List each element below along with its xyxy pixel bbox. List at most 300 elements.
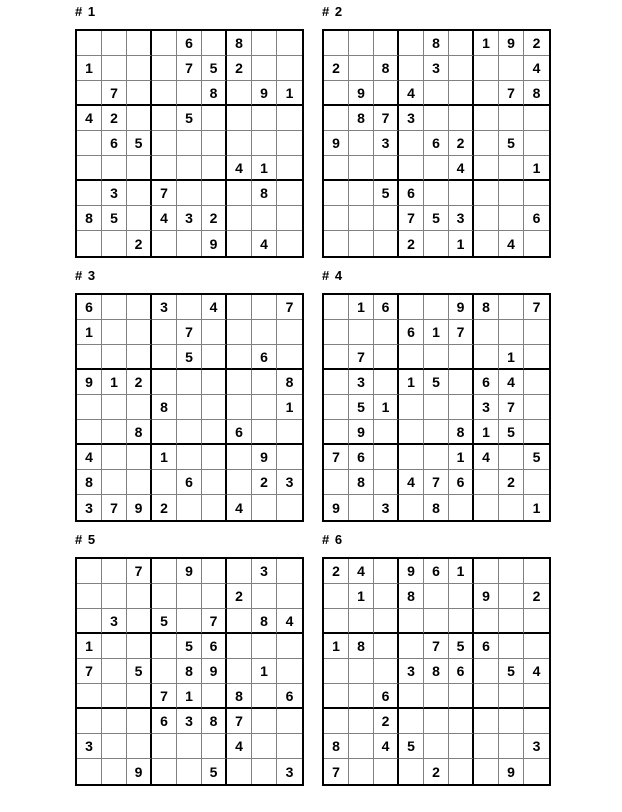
sudoku-cell: 4 <box>152 206 177 231</box>
sudoku-cell <box>127 31 152 56</box>
sudoku-cell <box>474 709 499 734</box>
sudoku-cell <box>474 684 499 709</box>
puzzle-2-label: # 2 <box>322 4 344 19</box>
sudoku-cell <box>399 345 424 370</box>
sudoku-cell <box>277 206 302 231</box>
sudoku-cell <box>324 295 349 320</box>
puzzle-2 <box>322 4 547 258</box>
sudoku-cell <box>474 659 499 684</box>
sudoku-cell: 2 <box>227 56 252 81</box>
sudoku-cell <box>499 609 524 634</box>
puzzle-5 <box>75 532 300 786</box>
sudoku-cell: 2 <box>127 231 152 256</box>
sudoku-cell <box>524 320 549 345</box>
sudoku-cell <box>127 445 152 470</box>
sudoku-cell <box>202 131 227 156</box>
sudoku-cell <box>349 206 374 231</box>
sudoku-cell: 5 <box>349 395 374 420</box>
sudoku-cell <box>399 31 424 56</box>
sudoku-cell: 1 <box>499 345 524 370</box>
sudoku-cell: 6 <box>177 470 202 495</box>
sudoku-cell <box>127 206 152 231</box>
sudoku-cell <box>374 420 399 445</box>
sudoku-cell <box>177 131 202 156</box>
sudoku-cell: 1 <box>449 231 474 256</box>
sudoku-cell <box>399 295 424 320</box>
sudoku-cell: 1 <box>399 370 424 395</box>
sudoku-cell <box>374 81 399 106</box>
sudoku-cell <box>77 559 102 584</box>
sudoku-cell <box>127 181 152 206</box>
sudoku-cell: 5 <box>177 634 202 659</box>
sudoku-cell <box>474 734 499 759</box>
sudoku-cell <box>474 345 499 370</box>
sudoku-cell <box>524 634 549 659</box>
sudoku-cell <box>277 709 302 734</box>
sudoku-cell <box>127 156 152 181</box>
sudoku-cell <box>102 684 127 709</box>
sudoku-cell <box>227 609 252 634</box>
sudoku-cell <box>424 609 449 634</box>
sudoku-cell <box>77 81 102 106</box>
sudoku-cell <box>324 659 349 684</box>
sudoku-cell: 8 <box>252 181 277 206</box>
sudoku-cell <box>399 684 424 709</box>
sudoku-cell <box>449 81 474 106</box>
sudoku-cell <box>277 420 302 445</box>
sudoku-cell: 2 <box>102 106 127 131</box>
sudoku-cell <box>127 609 152 634</box>
sudoku-cell: 2 <box>252 470 277 495</box>
sudoku-cell <box>499 445 524 470</box>
sudoku-cell: 1 <box>474 420 499 445</box>
sudoku-cell <box>252 320 277 345</box>
sudoku-cell: 5 <box>177 106 202 131</box>
sudoku-cell <box>424 709 449 734</box>
sudoku-cell: 8 <box>252 609 277 634</box>
sudoku-cell <box>252 106 277 131</box>
sudoku-cell: 3 <box>399 659 424 684</box>
sudoku-cell: 7 <box>152 181 177 206</box>
sudoku-cell: 1 <box>474 31 499 56</box>
sudoku-cell <box>524 470 549 495</box>
sudoku-cell: 9 <box>324 131 349 156</box>
sudoku-cell: 4 <box>77 445 102 470</box>
sudoku-cell <box>524 684 549 709</box>
sudoku-cell <box>127 470 152 495</box>
puzzle-1 <box>75 4 300 258</box>
sudoku-cell <box>399 634 424 659</box>
sudoku-cell: 1 <box>424 320 449 345</box>
sudoku-cell <box>524 231 549 256</box>
sudoku-cell <box>474 56 499 81</box>
sudoku-cell: 5 <box>127 659 152 684</box>
sudoku-cell: 9 <box>449 295 474 320</box>
sudoku-cell: 5 <box>202 759 227 784</box>
sudoku-cell: 5 <box>399 734 424 759</box>
sudoku-cell: 4 <box>524 659 549 684</box>
sudoku-cell <box>77 345 102 370</box>
sudoku-cell <box>77 709 102 734</box>
sudoku-cell <box>399 56 424 81</box>
sudoku-cell <box>499 106 524 131</box>
sudoku-cell: 7 <box>202 609 227 634</box>
sudoku-cell: 9 <box>499 31 524 56</box>
sudoku-cell <box>202 106 227 131</box>
sudoku-cell: 1 <box>252 659 277 684</box>
sudoku-cell <box>227 320 252 345</box>
sudoku-cell: 5 <box>202 56 227 81</box>
sudoku-cell <box>227 181 252 206</box>
sudoku-cell: 5 <box>424 206 449 231</box>
sudoku-cell <box>374 584 399 609</box>
sudoku-cell <box>399 445 424 470</box>
sudoku-cell: 1 <box>449 559 474 584</box>
sudoku-cell: 7 <box>349 345 374 370</box>
sudoku-cell: 7 <box>424 470 449 495</box>
sudoku-cell: 8 <box>77 206 102 231</box>
sudoku-cell <box>449 345 474 370</box>
sudoku-cell: 9 <box>252 81 277 106</box>
sudoku-cell <box>449 495 474 520</box>
sudoku-cell: 3 <box>349 370 374 395</box>
sudoku-cell <box>474 206 499 231</box>
sudoku-cell: 4 <box>202 295 227 320</box>
sudoku-cell <box>252 370 277 395</box>
sudoku-cell: 8 <box>227 684 252 709</box>
sudoku-cell <box>227 206 252 231</box>
sudoku-cell: 3 <box>77 734 102 759</box>
sudoku-cell: 2 <box>524 584 549 609</box>
sudoku-cell: 8 <box>227 31 252 56</box>
sudoku-cell: 6 <box>474 370 499 395</box>
sudoku-cell <box>77 584 102 609</box>
sudoku-cell <box>424 181 449 206</box>
sudoku-cell <box>252 206 277 231</box>
sudoku-cell <box>374 609 399 634</box>
sudoku-cell <box>102 345 127 370</box>
sudoku-cell <box>499 181 524 206</box>
sudoku-cell <box>152 345 177 370</box>
sudoku-cell <box>474 181 499 206</box>
sudoku-cell: 8 <box>449 420 474 445</box>
sudoku-cell <box>252 734 277 759</box>
sudoku-cell <box>524 759 549 784</box>
sudoku-cell <box>374 759 399 784</box>
sudoku-cell <box>324 470 349 495</box>
sudoku-cell <box>177 370 202 395</box>
sudoku-cell: 2 <box>449 131 474 156</box>
sudoku-cell <box>474 81 499 106</box>
sudoku-cell: 3 <box>374 495 399 520</box>
sudoku-cell: 1 <box>252 156 277 181</box>
sudoku-cell <box>177 584 202 609</box>
sudoku-cell: 5 <box>449 634 474 659</box>
sudoku-cell <box>324 370 349 395</box>
sudoku-cell: 7 <box>499 395 524 420</box>
sudoku-cell: 8 <box>177 659 202 684</box>
sudoku-cell: 1 <box>449 445 474 470</box>
sudoku-cell <box>127 709 152 734</box>
sudoku-cell: 2 <box>499 470 524 495</box>
sudoku-cell <box>474 609 499 634</box>
sudoku-cell <box>127 395 152 420</box>
sudoku-cell: 9 <box>252 445 277 470</box>
sudoku-cell: 2 <box>127 370 152 395</box>
sudoku-cell <box>77 609 102 634</box>
sudoku-cell: 8 <box>277 370 302 395</box>
sudoku-cell <box>349 56 374 81</box>
sudoku-cell <box>349 131 374 156</box>
sudoku-cell <box>202 559 227 584</box>
puzzle-4 <box>322 268 547 522</box>
sudoku-cell <box>499 734 524 759</box>
sudoku-cell <box>77 420 102 445</box>
sudoku-cell <box>177 609 202 634</box>
sudoku-cell: 4 <box>474 445 499 470</box>
puzzle-5-board <box>75 557 304 786</box>
sudoku-cell <box>152 106 177 131</box>
sudoku-cell <box>349 709 374 734</box>
sudoku-cell <box>252 295 277 320</box>
sudoku-cell: 2 <box>202 206 227 231</box>
sudoku-cell: 5 <box>499 420 524 445</box>
sudoku-cell <box>102 659 127 684</box>
sudoku-cell <box>127 81 152 106</box>
sudoku-cell <box>324 709 349 734</box>
sudoku-cell: 3 <box>374 131 399 156</box>
sudoku-cell <box>424 295 449 320</box>
sudoku-cell <box>349 495 374 520</box>
sudoku-cell <box>324 420 349 445</box>
puzzle-6 <box>322 532 547 786</box>
sudoku-cell: 5 <box>177 345 202 370</box>
sudoku-cell: 3 <box>277 470 302 495</box>
sudoku-cell <box>374 370 399 395</box>
sudoku-cell <box>449 759 474 784</box>
sudoku-cell <box>277 734 302 759</box>
sudoku-cell <box>102 734 127 759</box>
sudoku-cell: 8 <box>202 81 227 106</box>
sudoku-cell: 8 <box>349 106 374 131</box>
sudoku-cell: 9 <box>127 759 152 784</box>
sudoku-cell: 5 <box>499 131 524 156</box>
sudoku-cell: 8 <box>399 584 424 609</box>
sudoku-cell <box>177 445 202 470</box>
sudoku-cell <box>102 709 127 734</box>
sudoku-cell <box>449 609 474 634</box>
sudoku-cell <box>227 231 252 256</box>
sudoku-cell <box>177 231 202 256</box>
sudoku-cell <box>399 156 424 181</box>
sudoku-cell <box>474 495 499 520</box>
sudoku-cell: 7 <box>324 759 349 784</box>
sudoku-cell <box>499 709 524 734</box>
sudoku-cell: 1 <box>152 445 177 470</box>
sudoku-cell <box>227 659 252 684</box>
sudoku-cell <box>77 31 102 56</box>
sudoku-cell <box>324 181 349 206</box>
sudoku-cell: 7 <box>77 659 102 684</box>
puzzle-1-label: # 1 <box>75 4 97 19</box>
sudoku-cell: 1 <box>277 395 302 420</box>
sudoku-cell <box>424 734 449 759</box>
sudoku-cell: 4 <box>77 106 102 131</box>
sudoku-cell <box>152 420 177 445</box>
sudoku-cell <box>202 420 227 445</box>
sudoku-cell <box>252 495 277 520</box>
sudoku-cell <box>324 684 349 709</box>
sudoku-cell <box>424 445 449 470</box>
sudoku-cell: 9 <box>474 584 499 609</box>
sudoku-cell <box>202 181 227 206</box>
sudoku-cell <box>127 295 152 320</box>
sudoku-cell <box>252 395 277 420</box>
sudoku-cell <box>152 734 177 759</box>
sudoku-cell: 7 <box>227 709 252 734</box>
sudoku-cell: 3 <box>152 295 177 320</box>
sudoku-cell <box>202 470 227 495</box>
sudoku-cell <box>177 81 202 106</box>
sudoku-cell: 6 <box>374 295 399 320</box>
sudoku-cell <box>499 295 524 320</box>
sudoku-cell <box>177 156 202 181</box>
sudoku-cell: 4 <box>227 156 252 181</box>
sudoku-cell <box>424 345 449 370</box>
sudoku-cell: 4 <box>227 495 252 520</box>
sudoku-cell: 1 <box>532 499 541 516</box>
sudoku-cell <box>524 106 549 131</box>
sudoku-cell: 8 <box>349 634 374 659</box>
sudoku-cell <box>177 759 202 784</box>
sudoku-cell <box>524 345 549 370</box>
sudoku-cell <box>177 395 202 420</box>
sudoku-cell: 6 <box>102 131 127 156</box>
sudoku-cell <box>77 131 102 156</box>
sudoku-cell <box>102 634 127 659</box>
sudoku-cell <box>449 370 474 395</box>
sudoku-cell <box>102 559 127 584</box>
puzzle-2-board <box>322 29 551 258</box>
sudoku-cell <box>102 156 127 181</box>
sudoku-cell: 4 <box>399 81 424 106</box>
sudoku-cell <box>324 81 349 106</box>
sudoku-cell: 1 <box>349 295 374 320</box>
sudoku-cell: 1 <box>77 320 102 345</box>
sudoku-cell <box>449 709 474 734</box>
sudoku-cell <box>349 734 374 759</box>
sudoku-cell: 9 <box>349 420 374 445</box>
sudoku-cell: 1 <box>177 684 202 709</box>
sudoku-cell: 7 <box>102 81 127 106</box>
sudoku-cell <box>227 470 252 495</box>
sudoku-cell <box>524 609 549 634</box>
sudoku-cell <box>152 634 177 659</box>
sudoku-cell <box>374 31 399 56</box>
sudoku-cell <box>277 345 302 370</box>
sudoku-cell <box>177 181 202 206</box>
sudoku-cell: 8 <box>424 495 449 520</box>
sudoku-cell <box>374 659 399 684</box>
sudoku-cell <box>499 495 524 520</box>
sudoku-cell <box>324 231 349 256</box>
sudoku-cell <box>277 106 302 131</box>
sudoku-cell <box>277 559 302 584</box>
sudoku-cell: 4 <box>277 609 302 634</box>
sudoku-cell <box>102 420 127 445</box>
sudoku-cell: 3 <box>524 734 549 759</box>
sudoku-cell: 4 <box>449 156 474 181</box>
sudoku-cell <box>202 320 227 345</box>
sudoku-cell <box>324 106 349 131</box>
sudoku-cell: 5 <box>152 609 177 634</box>
sudoku-cell <box>424 156 449 181</box>
sudoku-cell <box>277 445 302 470</box>
sudoku-cell: 6 <box>77 295 102 320</box>
sudoku-cell <box>374 231 399 256</box>
sudoku-cell <box>277 634 302 659</box>
sudoku-cell <box>524 420 549 445</box>
sudoku-cell: 2 <box>399 231 424 256</box>
sudoku-cell <box>152 156 177 181</box>
sudoku-cell: 6 <box>424 131 449 156</box>
sudoku-cell <box>202 370 227 395</box>
sudoku-cell: 7 <box>152 684 177 709</box>
sudoku-cell: 3 <box>102 181 127 206</box>
sudoku-cell: 3 <box>177 709 202 734</box>
sudoku-cell <box>399 759 424 784</box>
sudoku-cell <box>202 445 227 470</box>
sudoku-cell <box>252 684 277 709</box>
sudoku-cell <box>277 156 302 181</box>
sudoku-cell <box>127 634 152 659</box>
puzzle-3-label: # 3 <box>75 268 97 283</box>
sudoku-cell <box>349 156 374 181</box>
sudoku-cell <box>177 734 202 759</box>
sudoku-cell: 7 <box>449 320 474 345</box>
sudoku-cell <box>202 734 227 759</box>
sudoku-cell <box>474 759 499 784</box>
sudoku-cell <box>499 320 524 345</box>
sudoku-cell: 4 <box>524 56 549 81</box>
sudoku-cell <box>424 231 449 256</box>
sudoku-cell: 7 <box>177 56 202 81</box>
sudoku-cell <box>252 420 277 445</box>
sudoku-cell <box>424 584 449 609</box>
sudoku-cell: 3 <box>424 56 449 81</box>
sudoku-cell <box>152 470 177 495</box>
sudoku-cell <box>474 131 499 156</box>
sudoku-cell: 8 <box>152 395 177 420</box>
sudoku-cell <box>449 181 474 206</box>
sudoku-cell <box>324 345 349 370</box>
sudoku-cell <box>324 609 349 634</box>
sudoku-cell: 1 <box>277 81 302 106</box>
sudoku-cell: 1 <box>324 634 349 659</box>
sudoku-cell <box>399 709 424 734</box>
sudoku-cell <box>374 320 399 345</box>
sudoku-cell <box>449 395 474 420</box>
sudoku-cell: 3 <box>285 763 294 780</box>
sudoku-cell <box>102 470 127 495</box>
sudoku-cell: 8 <box>424 659 449 684</box>
sudoku-cell: 4 <box>399 470 424 495</box>
sudoku-cell: 5 <box>374 181 399 206</box>
sudoku-cell <box>349 759 374 784</box>
sudoku-cell <box>324 320 349 345</box>
sudoku-cell <box>227 81 252 106</box>
sudoku-cell: 4 <box>349 559 374 584</box>
